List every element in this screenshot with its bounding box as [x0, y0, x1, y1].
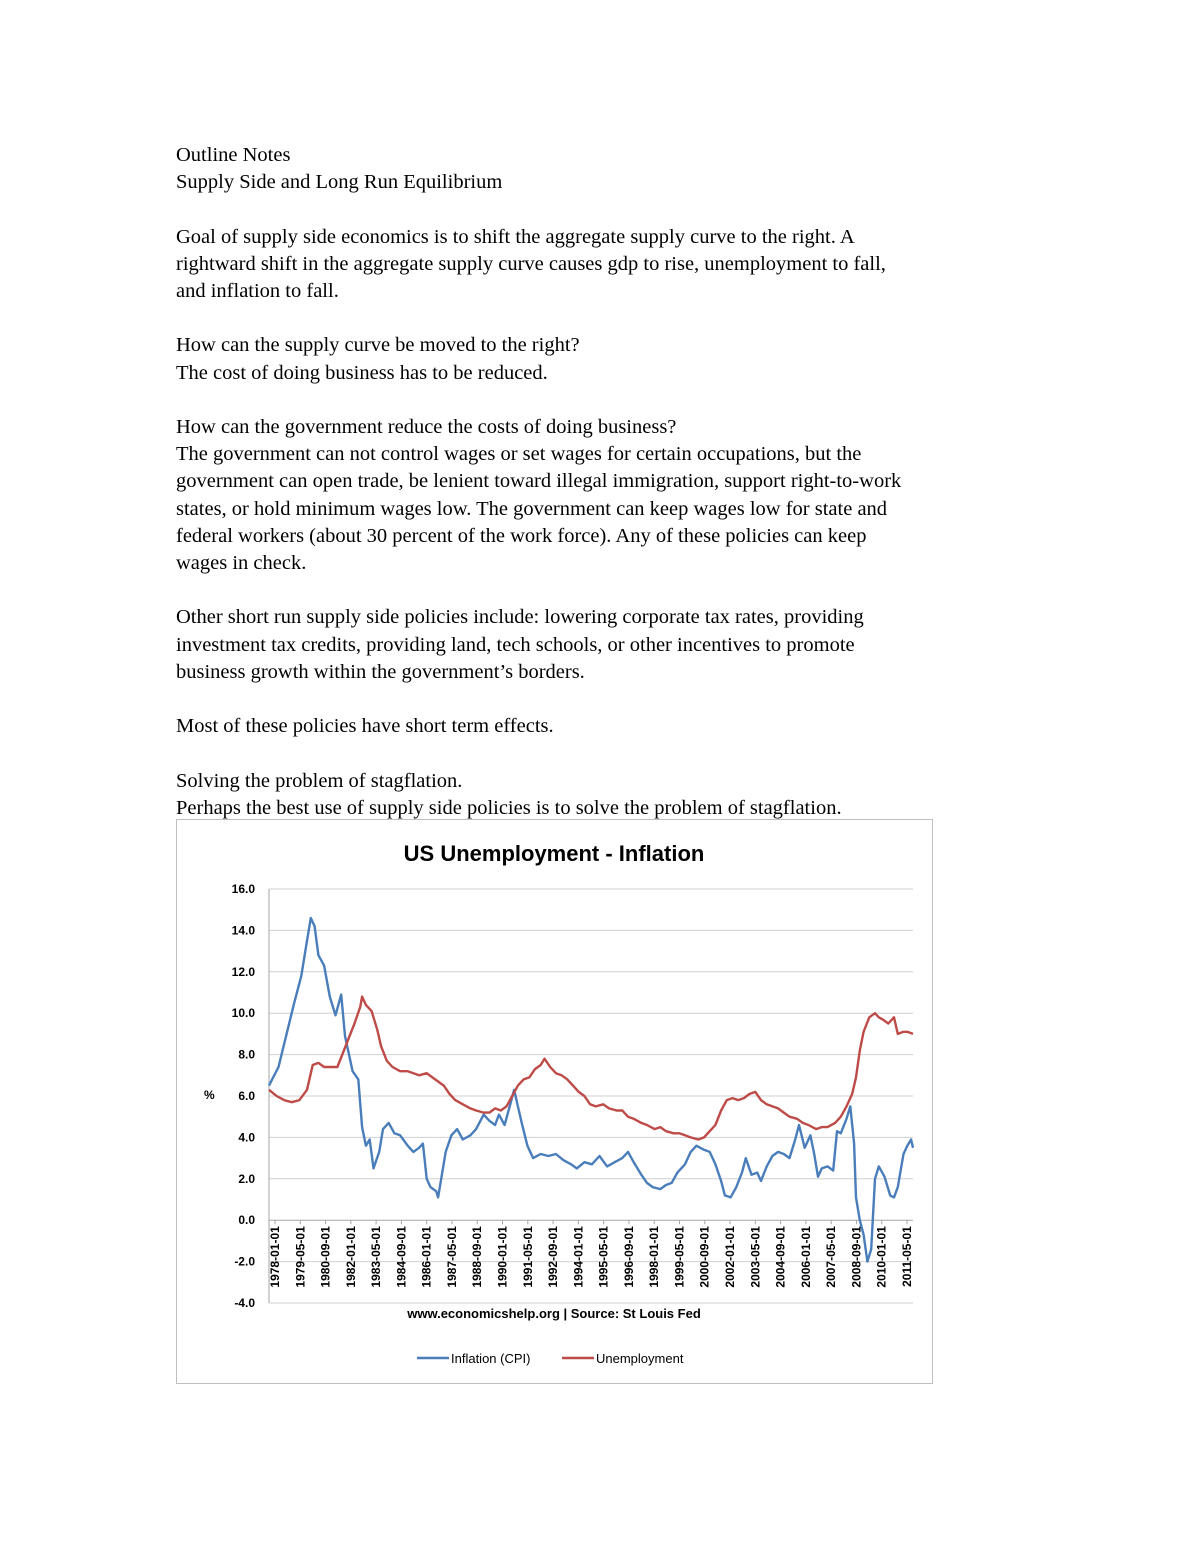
y-tick-label: 4.0 — [238, 1130, 255, 1145]
paragraph — [176, 332, 1036, 386]
paragraph-line: business growth within the government’s borders. — [176, 660, 585, 683]
paragraph — [176, 414, 1036, 577]
chart-series — [269, 918, 913, 1262]
paragraph-line: The government can not control wages or set wages for certain occupations, but the — [176, 443, 862, 466]
paragraph-line: Perhaps the best use of supply side policies is to solve the problem of stagflation. — [176, 796, 842, 819]
paragraph — [176, 224, 1036, 306]
x-tick-label: 2004-09-01 — [773, 1226, 788, 1288]
chart-grid — [269, 889, 913, 1303]
x-tick-label: 1995-05-01 — [596, 1226, 611, 1288]
paragraph-line: government can open trade, be lenient toward illegal immigration, support right-to-work — [176, 470, 902, 493]
y-tick-label: 0.0 — [238, 1213, 255, 1228]
paragraph — [176, 604, 1036, 686]
paragraph-line: Other short run supply side policies include: lowering corporate tax rates, providing — [176, 606, 864, 629]
x-tick-label: 1983-05-01 — [369, 1226, 384, 1288]
paragraph-line: How can the government reduce the costs of doing business? — [176, 415, 677, 438]
paragraph-line: Most of these policies have short term effects. — [176, 715, 554, 738]
x-tick-label: 1980-09-01 — [318, 1226, 333, 1288]
x-tick-label: 2006-01-01 — [798, 1226, 813, 1288]
paragraph-line: Solving the problem of stagflation. — [176, 769, 463, 792]
x-tick-label: 1992-09-01 — [546, 1226, 561, 1288]
x-tick-label: 1998-01-01 — [647, 1226, 662, 1288]
paragraph-line: Goal of supply side economics is to shift the aggregate supply curve to the right. A — [176, 225, 855, 248]
chart-title: US Unemployment - Inflation — [403, 841, 705, 866]
x-tick-label: 2002-01-01 — [723, 1226, 738, 1288]
paragraph-line: wages in check. — [176, 552, 307, 574]
x-tick-label: 1982-01-01 — [343, 1226, 358, 1288]
paragraph-line: investment tax credits, providing land, tech schools, or other incentives to promote — [176, 633, 855, 656]
paragraph — [176, 768, 1036, 822]
x-tick-label: 1984-09-01 — [394, 1226, 409, 1288]
paragraph — [176, 713, 1036, 740]
x-tick-label: 2000-09-01 — [697, 1226, 712, 1288]
paragraph-line: rightward shift in the aggregate supply curve causes gdp to rise, unemployment to fall, — [176, 252, 886, 275]
x-tick-label: 2003-05-01 — [748, 1226, 763, 1288]
y-tick-label: 14.0 — [231, 923, 255, 938]
legend-label-inflation: Inflation (CPI) — [451, 1351, 531, 1366]
legend — [417, 1351, 684, 1366]
paragraph-line: federal workers (about 30 percent of the work force). Any of these policies can keep — [176, 524, 867, 547]
x-tick-label: 2007-05-01 — [824, 1226, 839, 1288]
document-subtitle: Supply Side and Long Run Equilibrium — [176, 171, 503, 194]
x-tick-label: 1978-01-01 — [268, 1226, 282, 1288]
paragraph-line: and inflation to fall. — [176, 280, 339, 302]
x-tick-label: 1991-05-01 — [520, 1226, 535, 1288]
y-tick-label: 10.0 — [231, 1006, 255, 1021]
paragraphs — [176, 224, 1036, 822]
y-tick-label: 16.0 — [231, 882, 255, 896]
y-tick-label: 12.0 — [231, 964, 255, 979]
x-tick-label: 1999-05-01 — [672, 1226, 687, 1288]
x-tick-label: 1979-05-01 — [293, 1226, 308, 1288]
x-tick-label: 2010-01-01 — [874, 1226, 889, 1288]
chart-frame — [176, 819, 933, 1384]
document-body — [176, 142, 1036, 849]
x-axis-ticks — [268, 1220, 914, 1287]
x-tick-label: 1987-05-01 — [444, 1226, 459, 1288]
document-title: Outline Notes — [176, 144, 291, 166]
x-tick-label: 1990-01-01 — [495, 1226, 510, 1288]
legend-label-unemployment: Unemployment — [596, 1351, 684, 1366]
x-tick-label: 1986-01-01 — [419, 1226, 434, 1288]
y-axis-label: % — [204, 1088, 215, 1102]
x-tick-label: 1988-09-01 — [470, 1226, 485, 1288]
x-tick-label: 2008-09-01 — [849, 1226, 864, 1288]
y-tick-label: 2.0 — [238, 1171, 255, 1186]
paragraph-line: How can the supply curve be moved to the right? — [176, 334, 580, 357]
y-axis-ticks — [232, 882, 256, 1310]
y-tick-label: -2.0 — [234, 1254, 255, 1269]
paragraph-line: states, or hold minimum wages low. The government can keep wages low for state and — [176, 497, 888, 520]
paragraph-line: The cost of doing business has to be reduced. — [176, 361, 548, 384]
y-tick-label: -4.0 — [234, 1296, 255, 1310]
x-tick-label: 1996-09-01 — [621, 1226, 636, 1288]
source-note: www.economicshelp.org | Source: St Louis Fed — [407, 1306, 701, 1321]
series-line-inflation — [269, 918, 913, 1262]
series-line-unemployment — [269, 997, 913, 1140]
x-tick-label: 1994-01-01 — [571, 1226, 586, 1288]
y-tick-label: 6.0 — [238, 1089, 255, 1103]
unemployment-inflation-chart — [177, 820, 932, 1383]
y-tick-label: 8.0 — [238, 1047, 255, 1062]
x-tick-label: 2011-05-01 — [900, 1226, 914, 1287]
